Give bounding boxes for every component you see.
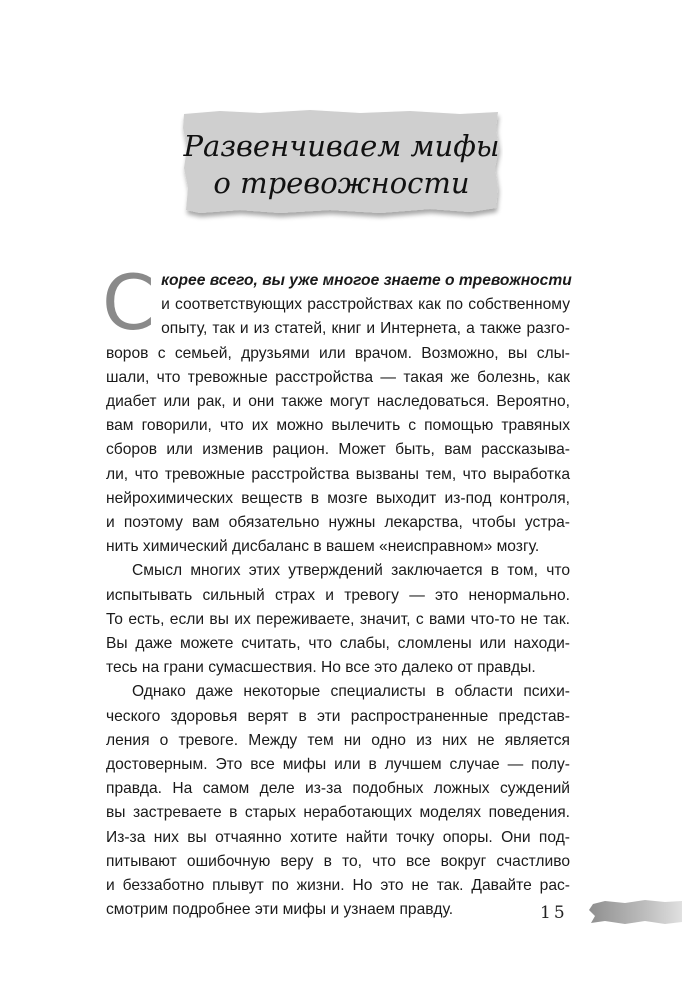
paragraph-3 [106,680,570,922]
page-number: 15 [540,903,568,923]
text-line: испытывать сильный страх и тревогу — это ненормально. [106,586,570,604]
page-edge-tab [585,898,682,926]
text-line: и поэтому вам обязательно нужны лекарства, чтобы устра- [106,514,570,532]
chapter-title-line-2: о тревожности [213,166,470,200]
text-line: Однако даже некоторые специалисты в области психи- [132,683,570,701]
text-line: воров с семьей, друзьями или врачом. Возможно, вы слы- [106,344,570,362]
lead-in-line: корее всего, вы уже многое знаете о тревожности [161,272,572,289]
text-line: ли, что тревожные расстройства вызваны тем, что выработка [106,465,570,483]
chapter-title-line-1: Развенчиваем мифы [183,129,500,163]
body-text [102,258,572,922]
text-line: Смысл многих этих утверждений заключается в том, что [132,562,570,580]
text-line: вам говорили, что их можно вылечить с помощью травяных [106,417,570,435]
text-line: смотрим подробнее эти мифы и узнаем правду. [106,901,454,919]
text-line: То есть, если вы их переживаете, значит, с вами что-то не так. [106,610,570,628]
text-line: и соответствующих расстройствах как по собственному [161,296,570,314]
text-line: диабет или рак, и они также могут наследоваться. Вероятно, [106,393,570,411]
paragraph-1 [102,258,572,559]
text-line: нить химический дисбаланс в вашем «неисправном» мозгу. [106,538,540,556]
paragraph-2 [106,559,570,680]
text-line: вы застреваете в старых неработающих моделях поведения. [106,804,570,822]
text-line: ления о тревоге. Между тем ни одно из них не является [106,731,570,749]
text-line: Из-за них вы отчаянно хотите найти точку опоры. Они под- [106,828,570,846]
text-line: питывают ошибочную веру в то, что все вокруг счастливо [106,852,570,870]
text-line: сборов или изменив рацион. Может быть, вам рассказыва- [106,441,570,459]
drop-cap: С [102,258,156,347]
text-line: опыту, так и из статей, книг и Интернета, а также разго- [161,320,570,338]
text-line: нейрохимических веществ в мозге выходит из-под контроля, [106,489,570,507]
text-line: ческого здоровья верят в эти распространенные представ- [106,707,570,725]
text-line: шали, что тревожные расстройства — такая же болезнь, как [106,368,570,386]
text-line: тесь на грани сумасшествия. Но все это далеко от правды. [106,659,536,677]
text-line: достоверным. Это все мифы или в лучшем случае — полу- [106,756,570,774]
text-line: правда. На самом деле из-за подобных ложных суждений [106,780,570,798]
chapter-title-banner [180,108,503,224]
text-line: и беззаботно плывут по жизни. Но это не так. Давайте рас- [106,877,570,895]
text-line: Вы даже можете считать, что слабы, сломлены или находи- [106,635,570,653]
